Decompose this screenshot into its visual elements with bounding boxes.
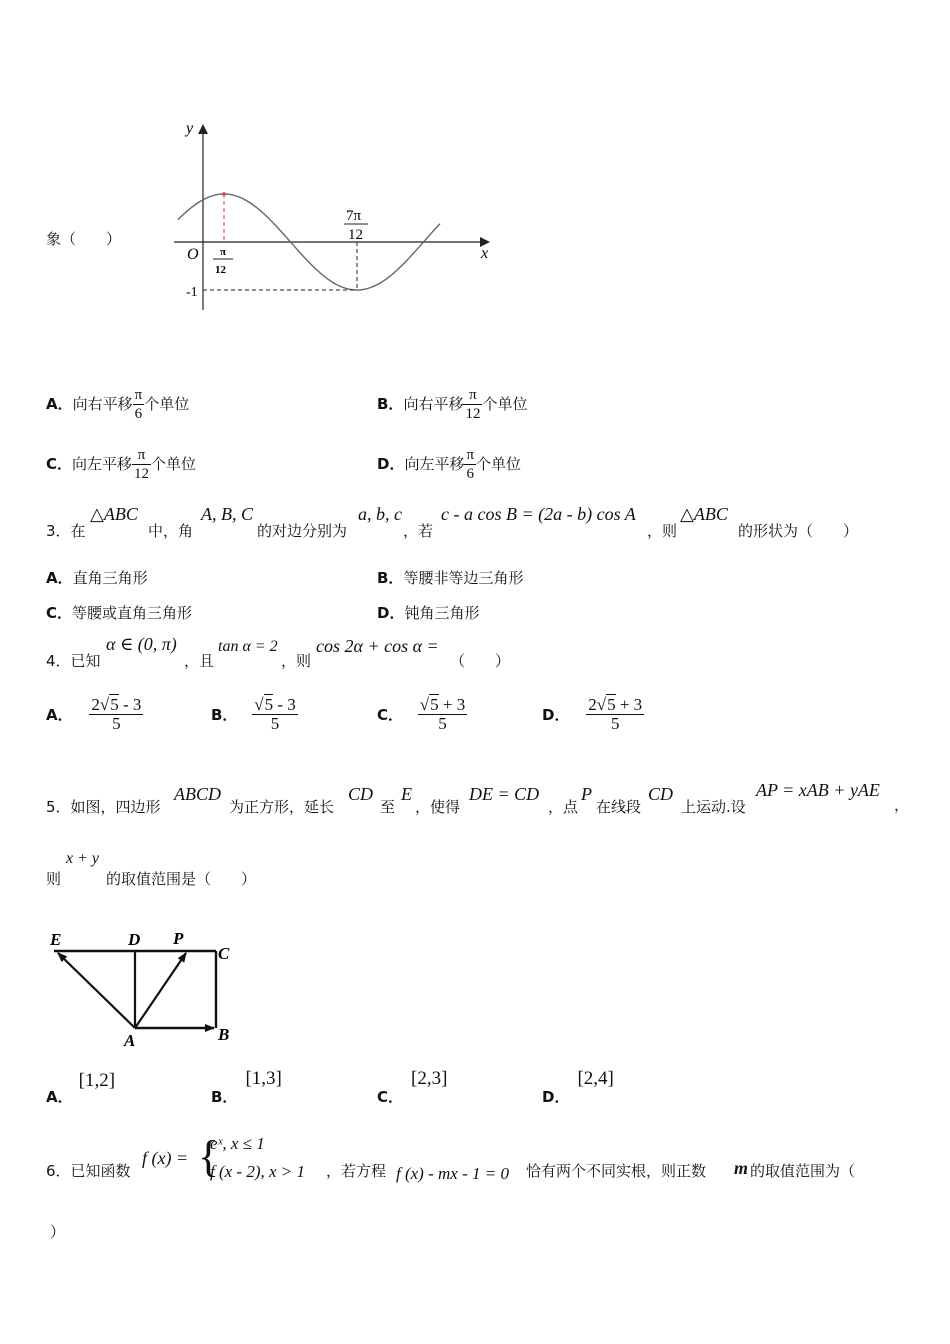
de-equals-cd: DE = CD bbox=[469, 784, 540, 804]
q5-option-a[interactable]: A．[1,2] bbox=[46, 1070, 116, 1106]
q2-option-a[interactable]: A．向右平移 $\frac{\pi}{6}$ 个单位 bbox=[46, 387, 190, 422]
seven-pi-denominator: 12 bbox=[348, 227, 363, 243]
point-p-label: P bbox=[173, 929, 184, 948]
point-e-label: E bbox=[50, 930, 62, 949]
fraction: $\frac{\pi}{6}$ bbox=[134, 387, 143, 422]
q5-stem-line2: 则 x + y 的取值范围是（ ） bbox=[46, 850, 257, 888]
q4-option-b[interactable]: B． $\frac{√5 - 3}{5}$ bbox=[211, 695, 296, 733]
fraction: $\frac{√5 + 3}{5}$ bbox=[419, 695, 466, 733]
sides: a, b, c bbox=[358, 504, 402, 524]
alpha-range: α ∈ (0, π) bbox=[106, 634, 177, 654]
point-d-label: D bbox=[128, 930, 141, 949]
q2-option-d[interactable]: D．向左平移 $\frac{\pi}{6}$ 个单位 bbox=[377, 447, 522, 482]
q2-option-c[interactable]: C．向左平移 $\frac{\pi}{12}$ 个单位 bbox=[46, 447, 197, 482]
q3-option-c[interactable]: C．等腰或直角三角形 bbox=[46, 604, 193, 622]
max-point bbox=[222, 192, 226, 196]
q4-option-d[interactable]: D． $\frac{2√5 + 3}{5}$ bbox=[542, 695, 643, 733]
q4-option-a[interactable]: A． $\frac{2√5 - 3}{5}$ bbox=[46, 695, 142, 733]
pi-over-12-denominator: 12 bbox=[215, 264, 226, 276]
fraction: $\frac{\pi}{6}$ bbox=[466, 447, 475, 482]
point-c-label: C bbox=[218, 944, 230, 963]
point-b-label: B bbox=[218, 1025, 230, 1044]
q5-option-d[interactable]: D．[2,4] bbox=[542, 1068, 614, 1106]
angles: A, B, C bbox=[201, 504, 253, 524]
x-plus-y: x + y bbox=[66, 850, 99, 867]
fraction: $\frac{2√5 + 3}{5}$ bbox=[588, 695, 643, 733]
fraction: $\frac{2√5 - 3}{5}$ bbox=[91, 695, 142, 733]
y-axis-label: y bbox=[186, 120, 194, 137]
fraction: $\frac{\pi}{12}$ bbox=[134, 447, 150, 482]
brace: { bbox=[198, 1132, 220, 1181]
square-abcd: ABCD bbox=[174, 784, 221, 804]
origin-label: O bbox=[187, 246, 199, 263]
minus-one-label: -1 bbox=[186, 285, 198, 300]
sine-graph-figure bbox=[160, 115, 500, 315]
equation: f (x) - mx - 1 = 0 bbox=[396, 1164, 509, 1183]
seven-pi-numerator: 7π bbox=[346, 208, 362, 224]
q6-close-paren: ） bbox=[50, 1223, 66, 1241]
equation: c - a cos B = (2a - b) cos A bbox=[441, 504, 636, 524]
expression: cos 2α + cos α = bbox=[316, 636, 439, 656]
square-figure bbox=[44, 926, 244, 1050]
y-axis-arrow-icon bbox=[198, 124, 208, 134]
triangle-abc-2: △ABC bbox=[680, 504, 728, 524]
q3-option-a[interactable]: A．直角三角形 bbox=[46, 569, 148, 587]
q5-option-b[interactable]: B．[1,3] bbox=[211, 1068, 282, 1106]
point-a-label: A bbox=[124, 1031, 136, 1050]
q5-stem-line1: 5．如图，四边形 ABCD 为正方形，延长 CD 至 E ，使得 DE = CD ，点 P 在线段 CD 上运动.设 AP = xAB + yAE ， bbox=[46, 780, 910, 816]
q2-option-b[interactable]: B．向右平移 $\frac{\pi}{12}$ 个单位 bbox=[377, 387, 528, 422]
q3-option-d[interactable]: D．钝角三角形 bbox=[377, 604, 480, 622]
vector-ap bbox=[135, 953, 186, 1028]
q4-option-c[interactable]: C． $\frac{√5 + 3}{5}$ bbox=[377, 695, 466, 733]
fraction: $\frac{√5 - 3}{5}$ bbox=[254, 695, 296, 733]
pi-over-12-numerator: π bbox=[220, 246, 227, 258]
case-1: eˣ, x ≤ 1 bbox=[210, 1134, 265, 1153]
tan-condition: tan α = 2 bbox=[218, 638, 278, 655]
q3-stem: 3．在 △ABC 中，角 A, B, C 的对边分别为 a, b, c ，若 c - a cos B = (2a - b) cos A ，则 △ABC 的形状为（ ） bbox=[46, 504, 859, 540]
vector-ae bbox=[58, 953, 135, 1028]
case-2: f (x - 2), x > 1 bbox=[210, 1162, 306, 1181]
fraction: $\frac{\pi}{12}$ bbox=[465, 387, 481, 422]
triangle-abc: △ABC bbox=[90, 504, 138, 524]
q2-prefix: 象（ ） bbox=[46, 230, 122, 248]
q3-option-b[interactable]: B．等腰非等边三角形 bbox=[377, 569, 524, 587]
vector-equation: AP = xAB + yAE bbox=[756, 780, 880, 800]
q5-option-c[interactable]: C．[2,3] bbox=[377, 1068, 448, 1106]
f-of-x: f (x) = bbox=[142, 1148, 189, 1168]
q6-stem: 6．已知函数 f (x) = { eˣ, x ≤ 1 f (x - 2), x > 1 ，若方程 f (x) - mx - 1 = 0 恰有两个不同实根，则正数 m 的取值范围为（ bbox=[46, 1132, 856, 1183]
x-axis-label: x bbox=[481, 245, 489, 262]
q4-stem: 4．已知 α ∈ (0, π) ，且 tan α = 2 ，则 cos 2α + cos α = （ ） bbox=[46, 634, 511, 670]
